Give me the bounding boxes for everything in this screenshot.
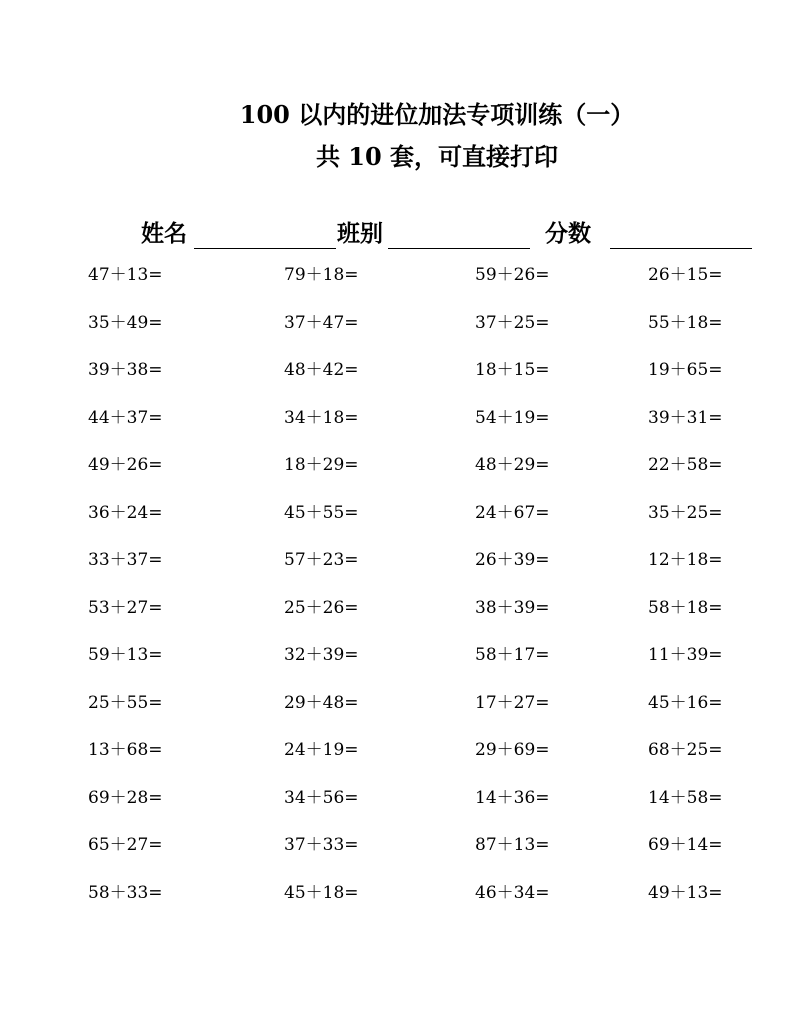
- addition-problem: 34＋18=: [284, 407, 359, 428]
- addition-problem: 34＋56=: [284, 787, 359, 808]
- addition-problem: 58＋33=: [88, 882, 163, 903]
- addition-problem: 39＋31=: [648, 407, 723, 428]
- score-label: 分数: [545, 220, 591, 247]
- class-blank-line: [388, 248, 530, 249]
- addition-problem: 32＋39=: [284, 645, 359, 665]
- addition-problem: 35＋49=: [88, 312, 163, 333]
- addition-problem: 59＋26=: [475, 265, 550, 285]
- worksheet-subtitle: 共 10 套，可直接打印: [315, 142, 559, 171]
- addition-problem: 65＋27=: [88, 835, 163, 855]
- addition-problem: 13＋68=: [88, 740, 163, 760]
- addition-problem: 49＋13=: [648, 882, 723, 903]
- addition-problem: 17＋27=: [475, 692, 550, 713]
- name-label: 姓名: [141, 220, 187, 247]
- addition-problem: 44＋37=: [88, 407, 163, 428]
- addition-problem: 25＋55=: [88, 692, 163, 713]
- problem-row: [0, 264, 794, 312]
- addition-problem: 29＋69=: [475, 740, 550, 760]
- problem-row: [0, 502, 794, 550]
- addition-problem: 47＋13=: [88, 265, 163, 285]
- score-blank-line: [610, 248, 752, 249]
- addition-problem: 45＋55=: [284, 502, 359, 523]
- problem-row: [0, 739, 794, 787]
- addition-problem: 33＋37=: [88, 550, 163, 570]
- addition-problem: 18＋15=: [475, 360, 550, 380]
- addition-problem: 22＋58=: [648, 455, 723, 475]
- addition-problem: 58＋18=: [648, 597, 723, 618]
- addition-problem: 46＋34=: [475, 882, 550, 903]
- class-label: 班别: [337, 220, 383, 247]
- addition-problem: 19＋65=: [648, 360, 723, 380]
- addition-problem: 49＋26=: [88, 455, 163, 475]
- problem-row: [0, 312, 794, 360]
- addition-problem: 69＋28=: [88, 787, 163, 808]
- addition-problem: 55＋18=: [648, 312, 723, 333]
- addition-problem: 54＋19=: [475, 407, 550, 428]
- problem-row: [0, 359, 794, 407]
- addition-problem: 35＋25=: [648, 502, 723, 523]
- addition-problem: 68＋25=: [648, 740, 723, 760]
- problem-row: [0, 787, 794, 835]
- addition-problem: 37＋25=: [475, 312, 550, 333]
- addition-problem: 58＋17=: [475, 645, 550, 665]
- addition-problem: 12＋18=: [648, 550, 723, 570]
- addition-problem: 37＋33=: [284, 835, 359, 855]
- problem-row: [0, 597, 794, 645]
- addition-problem: 26＋15=: [648, 265, 723, 285]
- addition-problem: 48＋29=: [475, 455, 550, 475]
- addition-problem: 79＋18=: [284, 265, 359, 285]
- problem-row: [0, 644, 794, 692]
- addition-problem: 39＋38=: [88, 360, 163, 380]
- problem-row: [0, 692, 794, 740]
- addition-problem: 38＋39=: [475, 597, 550, 618]
- worksheet-title: 100 以内的进位加法专项训练（一）: [239, 100, 635, 129]
- problem-grid: [0, 264, 794, 929]
- addition-problem: 53＋27=: [88, 597, 163, 618]
- name-blank-line: [194, 248, 336, 249]
- addition-problem: 48＋42=: [284, 360, 359, 380]
- problem-row: [0, 407, 794, 455]
- problem-row: [0, 454, 794, 502]
- addition-problem: 29＋48=: [284, 692, 359, 713]
- addition-problem: 87＋13=: [475, 835, 550, 855]
- addition-problem: 24＋19=: [284, 740, 359, 760]
- addition-problem: 25＋26=: [284, 597, 359, 618]
- addition-problem: 45＋18=: [284, 882, 359, 903]
- addition-problem: 14＋58=: [648, 787, 723, 808]
- problem-row: [0, 549, 794, 597]
- addition-problem: 59＋13=: [88, 645, 163, 665]
- addition-problem: 69＋14=: [648, 835, 723, 855]
- addition-problem: 37＋47=: [284, 312, 359, 333]
- addition-problem: 14＋36=: [475, 787, 550, 808]
- addition-problem: 26＋39=: [475, 550, 550, 570]
- addition-problem: 24＋67=: [475, 502, 550, 523]
- problem-row: [0, 882, 794, 930]
- addition-problem: 18＋29=: [284, 455, 359, 475]
- student-info-row: [0, 218, 794, 250]
- addition-problem: 57＋23=: [284, 550, 359, 570]
- problem-row: [0, 834, 794, 882]
- addition-problem: 36＋24=: [88, 502, 163, 523]
- addition-problem: 11＋39=: [648, 645, 723, 665]
- addition-problem: 45＋16=: [648, 692, 723, 713]
